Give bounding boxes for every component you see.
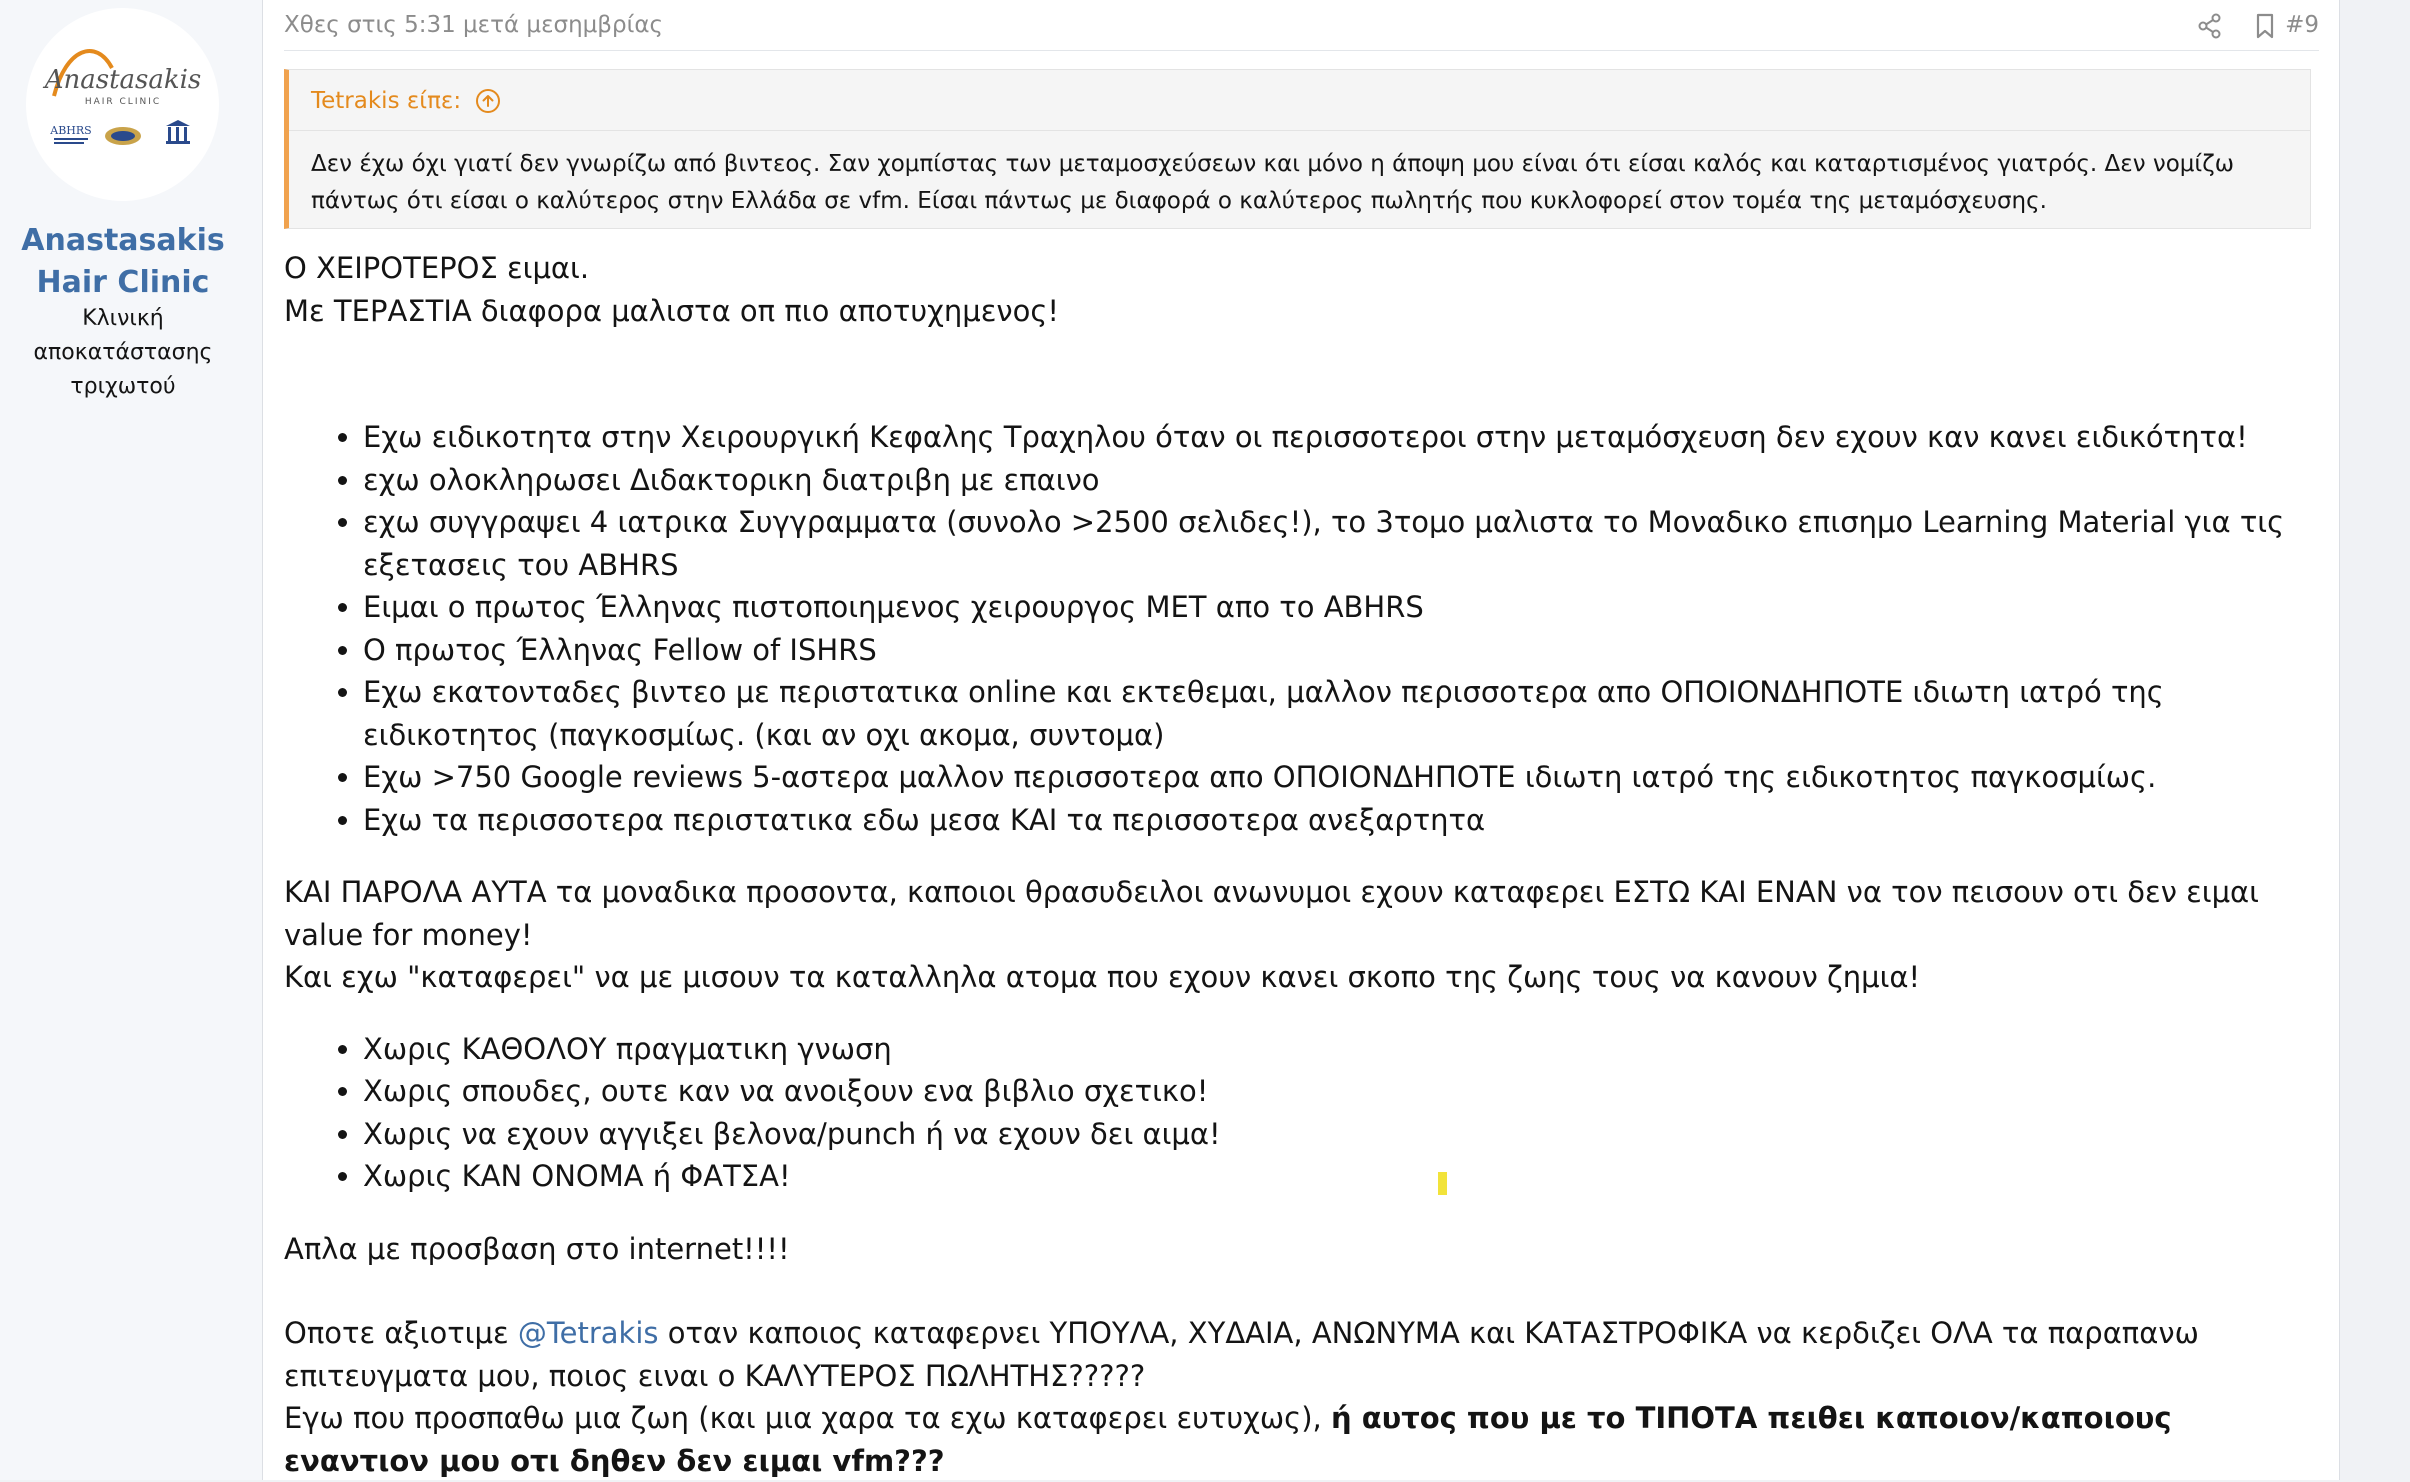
list-item: • Χωρις σπουδες, ουτε καν να ανοιξουν ενα βιβλιο σχετικο!: [363, 1070, 2324, 1113]
post-date[interactable]: Χθες στις 5:31 μετά μεσημβρίας: [284, 12, 664, 38]
quote-author[interactable]: Tetrakis είπε:: [311, 88, 462, 114]
middle-line-2: Και εχω "καταφερει" να με μισουν τα καταλληλα ατομα που εχουν κανει σκοπο της ζωης τους να κανουν ζημια!: [284, 960, 1921, 994]
list-item: • Εχω εκατονταδες βιντεο με περιστατικα online και εκτεθεμαι, μαλλον περισσοτερα απο ΟΠΟΙΟΝΔΗΠΟΤΕ ιδιωτη ιατρό της ειδικοτητος (παγκοσμίως. (και αν οχι ακομα, συντομα): [363, 671, 2324, 756]
logo-wordmark: Anastasakis: [44, 65, 202, 95]
final-text: Εγω που προσπαθω μια ζωη (και μια χαρα τα εχω καταφερει ευτυχως),: [284, 1401, 1331, 1435]
intro-line-1: Ο ΧΕΙΡΟΤΕΡΟΣ ειμαι.: [284, 251, 590, 285]
post-body: [284, 247, 2324, 1482]
arrow-up-circle-icon[interactable]: [475, 88, 501, 114]
final-paragraph: [284, 1397, 2324, 1482]
username[interactable]: Anastasakis Hair Clinic: [21, 223, 225, 300]
closing-text-start: Οποτε αξιοτιμε: [284, 1316, 518, 1350]
list-item: • Ο πρωτος Έλληνας Fellow of ISHRS: [363, 629, 2324, 672]
list-item: • Εχω ειδικοτητα στην Χειρουργική Κεφαλης Τραχηλου όταν οι περισσοτεροι στην μεταμόσχευση δεν εχουν καν κανει ειδικότητα!: [363, 416, 2324, 459]
closing-paragraph: [284, 1312, 2324, 1397]
list-item: • εχω ολοκληρωσει Διδακτορικη διατριβη με επαινο: [363, 459, 2324, 502]
clinic-logo-icon: [26, 8, 219, 201]
post-number[interactable]: #9: [2285, 12, 2319, 38]
internet-line: Απλα με προσβαση στο internet!!!!: [284, 1231, 790, 1266]
logo-badge-text: ABHRS: [50, 124, 92, 137]
quote-text: Δεν έχω όχι γιατί δεν γνωρίζω από βιντεος. Σαν χομπίστας των μεταμοσχεύσεων και μόνο η άποψη μου είναι ότι είσαι καλός και καταρτισμένος γιατρός. Δεν νομίζω πάντως ότι είσαι ο καλύτερος στην Ελλάδα σε vfm. Είσαι πάντως με διαφορά ο καλύτερος πωλητής που κυκλοφορεί στον τομέα της μεταμόσχευσης.: [311, 151, 2234, 214]
post: [263, 0, 2340, 1480]
critics-list: [284, 1028, 2324, 1198]
final-bold-text: ή αυτος που με το ΤΙΠΟΤΑ πειθει καποιον/καποιους εναντιον μου οτι δηθεν δεν ειμαι vfm???: [284, 1401, 2172, 1478]
quote-divider: [289, 130, 2310, 131]
quote-block: [284, 69, 2311, 229]
middle-line-1: ΚΑΙ ΠΑΡΟΛΑ ΑΥΤΑ τα μοναδικα προσοντα, καποιοι θρασυδειλοι ανωνυμοι εχουν καταφερει ΕΣΤΩ ΚΑΙ ΕΝΑΝ να τον πεισουν οτι δεν ειμαι value for money!: [284, 875, 2259, 952]
avatar[interactable]: [26, 8, 219, 201]
list-item: • Εχω τα περισσοτερα περιστατικα εδω μεσα ΚΑΙ τα περισσοτερα ανεξαρτητα: [363, 799, 2324, 842]
list-item: • Ειμαι ο πρωτος Έλληνας πιστοποιημενος χειρουργος ΜΕΤ απο το ABHRS: [363, 586, 2324, 629]
achievements-list: [284, 416, 2324, 841]
bookmark-icon[interactable]: [2251, 12, 2279, 40]
user-sidebar: [0, 0, 263, 1480]
list-item: • εχω συγγραψει 4 ιατρικα Συγγραμματα (συνολο >2500 σελιδες!), το 3τομο μαλιστα το Μοναδικο επισημο Learning Material για τις εξετασεις του ABHRS: [363, 501, 2324, 586]
share-icon[interactable]: [2196, 12, 2224, 40]
quote-header[interactable]: [311, 88, 501, 114]
list-item: • Χωρις ΚΑΝ ΟΝΟΜΑ ή ΦΑΤΣΑ!: [363, 1155, 2324, 1198]
list-item: • Χωρις να εχουν αγγιξει βελονα/punch ή να εχουν δει αιμα!: [363, 1113, 2324, 1156]
post-header: [284, 0, 2319, 51]
intro-line-2: Με ΤΕΡΑΣΤΙΑ διαφορα μαλιστα οπ πιο αποτυχημενος!: [284, 293, 1059, 328]
list-item: • Εχω >750 Google reviews 5-αστερα μαλλον περισσοτερα απο ΟΠΟΙΟΝΔΗΠΟΤΕ ιδιωτη ιατρό της ειδικοτητος παγκοσμίως.: [363, 756, 2324, 799]
list-item: • Χωρις ΚΑΘΟΛΟΥ πραγματικη γνωση: [363, 1028, 2324, 1071]
text-cursor: [1438, 1172, 1447, 1195]
logo-subtext: HAIR CLINIC: [84, 97, 162, 107]
user-title: Κλινική αποκατάστασης τριχωτού: [33, 306, 213, 399]
closing-text-end: οταν καποιος καταφερνει ΥΠΟΥΛΑ, ΧΥΔΑΙΑ, ΑΝΩΝΥΜΑ και ΚΑΤΑΣΤΡΟΦΙΚΑ να κερδιζει ΟΛΑ τα παραπανω επιτευγματα μου, ποιος ειναι ο ΚΑΛΥΤΕΡΟΣ ΠΩΛΗΤΗΣ?????: [284, 1316, 2199, 1393]
user-mention-link[interactable]: @Tetrakis: [517, 1316, 659, 1350]
